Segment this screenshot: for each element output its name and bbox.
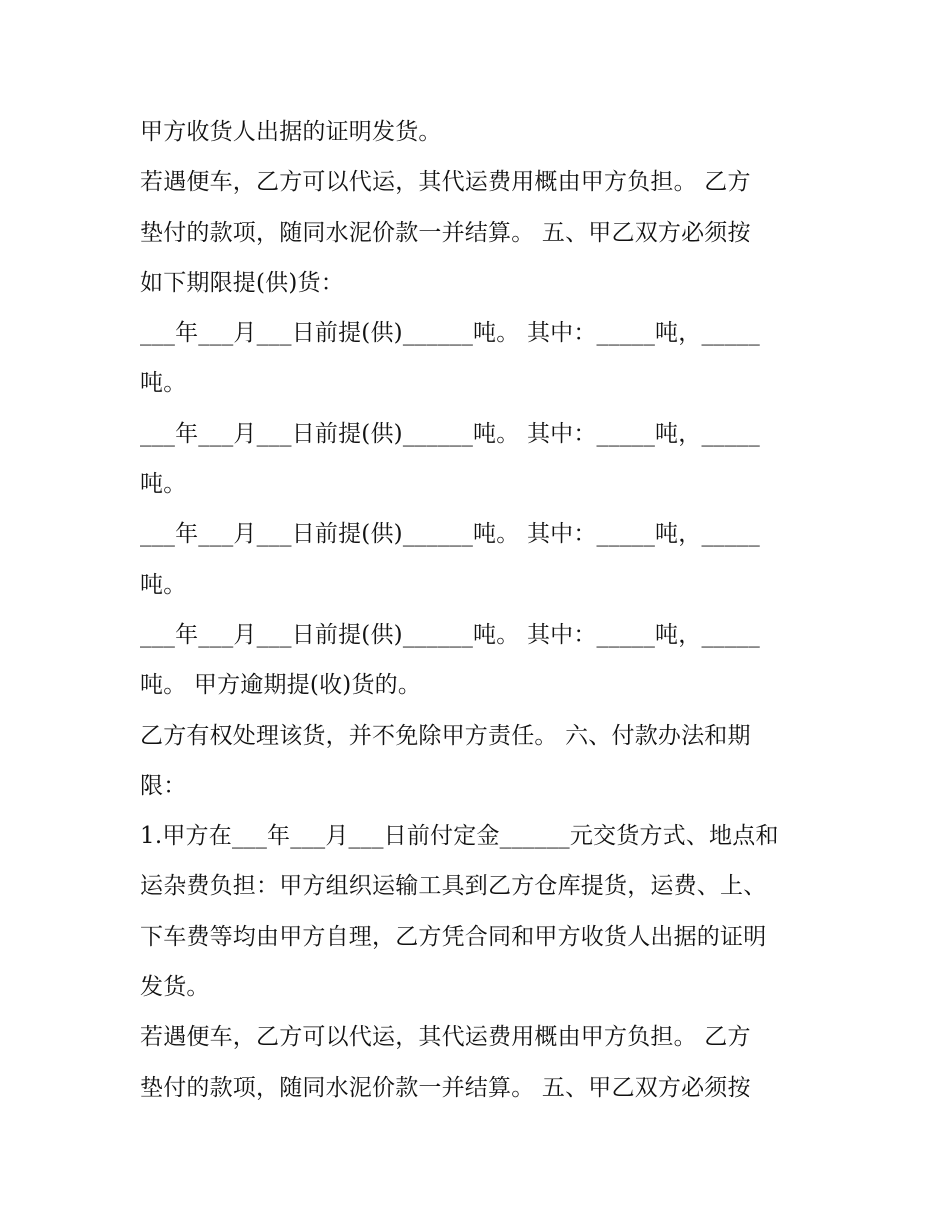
text-line: 吨。: [140, 571, 187, 598]
text-line: 1.甲方在___年___月___日前付定金______元交货方式、地点和: [140, 823, 779, 850]
text-line: 若遇便车，乙方可以代运，其代运费用概由甲方负担。 乙方: [140, 1024, 751, 1051]
text-line: 运杂费负担：甲方组织运输工具到乙方仓库提货，运费、上、: [140, 873, 767, 900]
text-line: 垫付的款项，随同水泥价款一并结算。 五、甲乙双方必须按: [140, 219, 751, 246]
text-line: 吨。: [140, 370, 187, 397]
text-line: 甲方收货人出据的证明发货。: [140, 119, 442, 145]
text-line: 吨。 甲方逾期提(收)货的。: [140, 672, 422, 699]
text-line: 若遇便车，乙方可以代运，其代运费用概由甲方负担。 乙方: [140, 169, 751, 196]
text-line: 乙方有权处理该货，并不免除甲方责任。 六、付款办法和期: [140, 722, 751, 749]
document-body: [140, 107, 820, 1113]
text-line: 发货。: [140, 974, 210, 1001]
text-line: 如下期限提(供)货：: [140, 269, 344, 296]
text-line: 吨。: [140, 471, 187, 498]
text-line: ___年___月___日前提(供)______吨。 其中：_____吨，_____: [140, 621, 760, 648]
text-line: 限：: [140, 772, 187, 799]
text-line: ___年___月___日前提(供)______吨。 其中：_____吨，_____: [140, 420, 760, 447]
text-line: 下车费等均由甲方自理，乙方凭合同和甲方收货人出据的证明: [140, 923, 767, 950]
text-line: ___年___月___日前提(供)______吨。 其中：_____吨，_____: [140, 320, 760, 347]
text-line: 垫付的款项，随同水泥价款一并结算。 五、甲乙双方必须按: [140, 1074, 751, 1101]
text-line: ___年___月___日前提(供)______吨。 其中：_____吨，_____: [140, 521, 760, 548]
